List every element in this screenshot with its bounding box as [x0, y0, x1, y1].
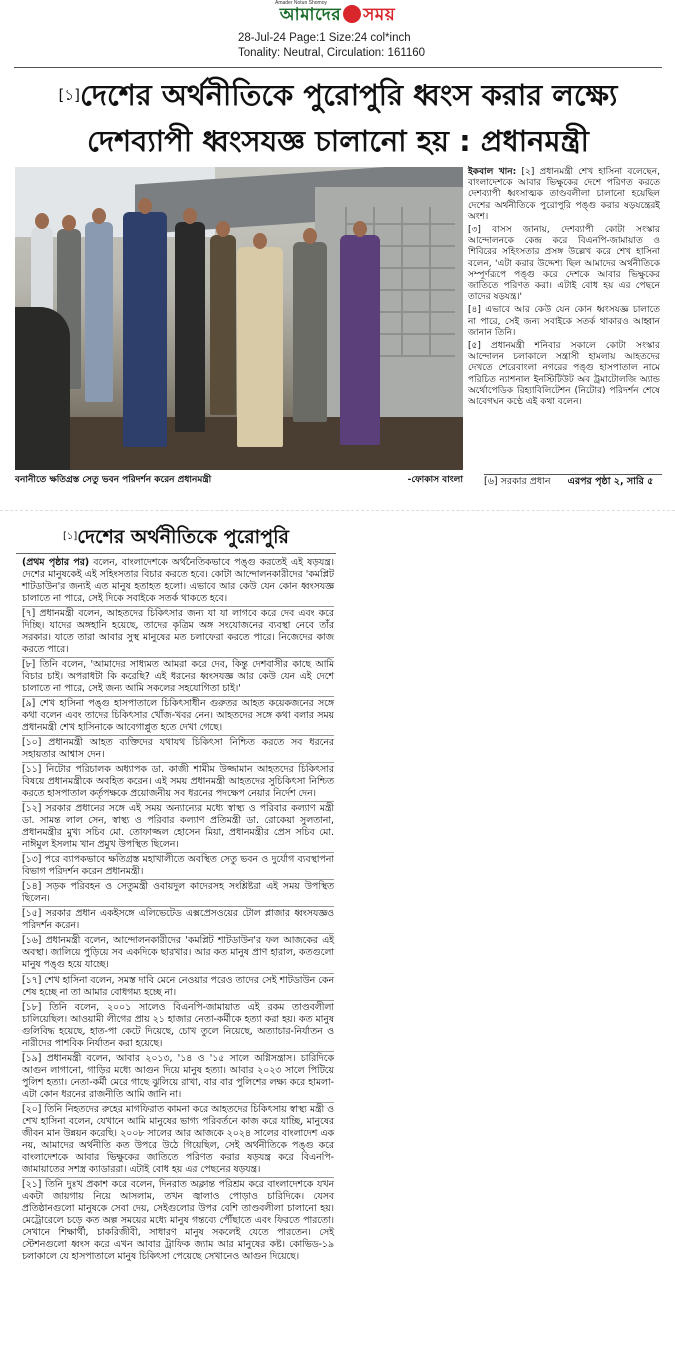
column-paragraph: [৩] বাসস জানায়, দেশব্যাপী কোটা সংস্কার আন্দোলনকে কেন্দ্র করে বিএনপি-জামায়াত ও শিবিরের সহিংসতার প্রসঙ্গ উল্লেখ করে শেখ হাসিনা বলেন, 'এটা করার উদ্দেশ্য ছিল আমাদের অর্থনীতিকে সম্পূর্ণরূপে পঙ্গু করে দেশকে আবার ভিক্ষুকের জাতিতে পরিণত করা। এটাই বোধ হয় এর পেছনে তাদের ষড়যন্ত্র।' — [468, 225, 660, 303]
column-paragraph: [৫] প্রধানমন্ত্রী শনিবার সকালে কোটা সংস্কার আন্দোলন চলাকালে সন্ত্রাসী হামলায় আহতদের দেখতে শেরেবাংলা নগরের পঙ্গু হাসপাতাল নামে পরিচিত ন্যাশনাল ইনস্টিটিউট অব ট্রমাটোলজি অ্যান্ড অর্থোপেডিক রিহ্যাবিলিটেশন (নিটোর) পরিদর্শন শেষে আবেগঘন কণ্ঠে এই কথা বলেন। — [468, 341, 660, 408]
photo-person — [293, 242, 327, 422]
headline-line-2: দেশব্যাপী ধ্বংসযজ্ঞ চালানো হয় : প্রধানমন্ত্রী — [87, 124, 589, 158]
newspaper-logo — [280, 2, 396, 30]
jump-paragraph: [১৯] প্রধানমন্ত্রী বলেন, আবার ২০১৩, '১৪ ও '১৫ সালে অগ্নিসন্ত্রাস। চারিদিকে আগুন লাগানো, গাড়ির মধ্যে আগুন দিয়ে মানুষ হত্যা। আবার ২০২৩ সালে পিটিয়ে পুলিশ হত্যা। নেতা-কর্মী মেরে গাছে ঝুলিয়ে রাখা, বার বার পুলিশের লক্ষ্য করে হামলা-এটা কোন ধরনের রাজনীতি আমি জানি না। — [22, 1052, 334, 1100]
jump-paragraph: [১৪] সড়ক পরিবহন ও সেতুমন্ত্রী ওবায়দুল কাদেরসহ সংশ্লিষ্টরা এই সময় উপস্থিত ছিলেন। — [22, 881, 334, 905]
photo-credit: -ফোকাস বাংলা — [407, 475, 463, 485]
photo-person — [210, 235, 236, 415]
header-divider — [14, 67, 662, 68]
clipping-meta — [238, 31, 425, 61]
jump-paragraph: [৯] শেখ হাসিনা পঙ্গু হাসপাতালে চিকিৎসাধীন গুরুতর আহত কয়েকজনের সঙ্গে কথা বলেন এবং তাদের চিকিৎসার খোঁজ-খবর নেন। আহতদের সঙ্গে কথা বলার সময় প্রধানমন্ত্রী শেখ হাসিনাকে আবেগাপ্লুত হতে দেখা গেছে। — [22, 698, 334, 734]
jump-paragraph: [১৩] পরে ব্যাপকভাবে ক্ষতিগ্রস্ত মহাখালীতে অবস্থিত সেতু ভবন ও দুর্যোগ ব্যবস্থাপনা বিভাগ পরিদর্শন করেন প্রধানমন্ত্রী। — [22, 854, 334, 878]
jump-paragraph: [১৮] তিনি বলেন, ২০০১ সালেও বিএনপি-জামায়াত এই রকম তাণ্ডবলীলা চালিয়েছিল। আওয়ামী লীগের প্রায় ২১ হাজার নেতা-কর্মীকে হত্যা করা হয়। কত মানুষ গুলিবিদ্ধ হয়েছে, হাত-পা কেটে দিয়েছে, চোখ তুলে নিয়েছে, অত্যাচার-নির্যাতন ও নারীদের পাশবিক নির্যাতন করা হয়েছে। — [22, 1001, 334, 1049]
jump-paragraph: [১১] নিটোর পরিচালক অধ্যাপক ডা. কাজী শামীম উজ্জামান আহতদের চিকিৎসার বিষয়ে প্রধানমন্ত্রীকে অবহিত করেন। এই সময় প্রধানমন্ত্রী আহতদের সুচিকিৎসা নিশ্চিত করতে হাসপাতাল কর্তৃপক্ষকে প্রয়োজনীয় সব ধরনের পদক্ষেপ নেয়ার নির্দেশ দেন। — [22, 764, 334, 800]
logo-text-part1: আমাদের — [279, 5, 342, 25]
front-page-column — [468, 167, 660, 410]
photo-person — [123, 212, 167, 447]
caption-text: বনানীতে ক্ষতিগ্রস্ত সেতু ভবন পরিদর্শন করেন প্রধানমন্ত্রী — [15, 475, 212, 485]
jump-paragraph: [১০] প্রধানমন্ত্রী আহত ব্যক্তিদের যথাযথ চিকিৎসা নিশ্চিত করতে সব ধরনের সহায়তার আশ্বাস দেন। — [22, 737, 334, 761]
logo-clock-icon — [343, 5, 361, 23]
column-paragraph — [468, 167, 660, 223]
continued-line — [484, 474, 662, 488]
jump-heading — [16, 524, 336, 550]
headline-line-1 — [14, 74, 662, 116]
jump-text: বলেন, বাংলাদেশকে অর্থনৈতিকভাবে পঙ্গু করতেই এই ষড়যন্ত্র। দেশের মানুষকেই এই সহিংসতার বিচার করতে হবে। কোটা আন্দোলনকারীদের 'কমপ্লিট শাটডাউন'র জন্যই এত মানুষ হতাহত হলো। এভাবে আর কেউ যেন কোন ধ্বংসযজ্ঞ চালাতে না পারে, সেই দিকে সবাইকে সতর্ক থাকতে হবে। — [22, 557, 334, 605]
meta-date-page: 28-Jul-24 Page:1 Size:24 col*inch — [238, 32, 411, 44]
column-text: [২] প্রধানমন্ত্রী শেখ হাসিনা বলেছেন, বাংলাদেশকে আবার ভিক্ষুকের দেশে পরিণত করতে দেশব্যাপী ধ্বংসাত্মক তাণ্ডবলীলা চালানো হয়েছিল দেশের অর্থনীতিকে পুরোপুরি পঙ্গু করার ষড়যন্ত্রেরই অংশ। — [468, 167, 660, 222]
news-photo — [15, 167, 463, 470]
column-paragraph: [৪] এভাবে আর কেউ যেন কোন ধ্বংসযজ্ঞ চালাতে না পারে, সেই জন্য সবাইকে সতর্ক থাকারও আহ্বান জানান তিনি। — [468, 305, 660, 338]
jump-article-body — [22, 557, 334, 1263]
jump-paragraph: [১২] সরকার প্রধানের সঙ্গে এই সময় অন্যান্যের মধ্যে স্বাস্থ্য ও পরিবার কল্যাণ মন্ত্রী ডা. সামন্ত লাল সেন, স্বাস্থ্য ও পরিবার কল্যাণ প্রতিমন্ত্রী ডা. রোকেয়া সুলতানা, প্রধানমন্ত্রীর মুখ্য সচিব মো. তোফাজ্জল হোসেন মিয়া, প্রধানমন্ত্রীর প্রেস সচিব মো. নাঈমুল ইসলাম খান প্রমুখ উপস্থিত ছিলেন। — [22, 803, 334, 851]
logo-text-part2: সময় — [363, 5, 396, 25]
photo-person — [175, 222, 205, 432]
continued-text: [৬] সরকার প্রধান — [484, 476, 551, 487]
masthead-subtitle: Amader Notun Shomoy — [275, 0, 327, 6]
masthead — [0, 0, 675, 30]
photo-person — [340, 235, 380, 445]
meta-tonality: Tonality: Neutral, Circulation: 161160 — [238, 47, 426, 59]
photo-person — [237, 247, 283, 447]
byline: ইকবাল খান: — [468, 167, 517, 177]
clipping-separator — [0, 492, 675, 511]
jump-lead: (প্রথম পৃষ্ঠার পর) — [22, 557, 90, 568]
continued-reference: এরপর পৃষ্ঠা ২, সারি ৫ — [567, 476, 654, 487]
jump-paragraph — [22, 557, 334, 605]
jump-paragraph: [১৬] প্রধানমন্ত্রী বলেন, আন্দোলনকারীদের 'কমপ্লিট শাটডাউন'র ফল আজকের এই অবস্থা। জালিয়ে পুড়িয়ে সব একদিকে ছারখার। আর কত মানুষ প্রাণ হারাল, কতগুলো মানুষ পঙ্গু হয়ে যাচ্ছে। — [22, 935, 334, 971]
jump-paragraph: [৭] প্রধানমন্ত্রী বলেন, আহতদের চিকিৎসার জন্য যা যা লাগবে করে দেব এবং করে দিচ্ছি। যাদের অঙ্গহানি হয়েছে, তাদের কৃত্রিম অঙ্গ সংযোজনের ব্যবস্থা নেবে তাঁর সরকার। যাতে তারা আবার সুস্থ মানুষের মত চলাফেরা করতে পারে। নিজেদের কাজ করতে পারে। — [22, 608, 334, 656]
jump-paragraph: [১৭] শেখ হাসিনা বলেন, সমস্ত দাবি মেনে নেওয়ার পরেও তাদের সেই শাটডাউন কেন শেষ হচ্ছে না তা আমার বোধগম্য হচ্ছে না। — [22, 974, 334, 998]
jump-paragraph: [২১] তিনি দুঃখ প্রকাশ করে বলেন, দিনরাত অক্লান্ত পরিশ্রম করে বাংলাদেশকে যখন একটা জায়গায় নিয়ে আসলাম, তখন জ্বালাও পোড়াও চারিদিকে। যেসব প্রতিষ্ঠানগুলো মানুষকে সেবা দেয়, সেইগুলোর উপর বেশি তাণ্ডবলীলা চালানো হয়। মেট্রোরেলে চড়ে কত অল্প সময়ের মধ্যে মানুষ গন্তব্যে পৌঁছাতে এবং ফিরতে পারতো। সেখানে শিক্ষার্থী, চাকরিজীবী, সাধারণ মানুষ সকলেই যেতে পারতেন। সেই স্টেশনগুলো ধ্বংস করে এখন আবার ট্রাফিক জ্যাম আর মানুষের কষ্ট। কোভিড-১৯ চলাকালে যে হাসপাতালে মানুষ চিকিৎসা পেয়েছে সেখানেও আগুন দিয়েছে। — [22, 1178, 334, 1262]
jump-paragraph: [৮] তিনি বলেন, 'আমাদের সাধ্যমত আমরা করে দেব, কিন্তু দেশবাসীর কাছে আমি বিচার চাই। অপরাধটা কি করেছি? এই ধরনের ধ্বংসযজ্ঞ আর কেউ যেন এই দেশে চালাতে না পারে, সেই জন্য আমি সকলের সহযোগিতা চাই।' — [22, 659, 334, 695]
jump-heading-text: দেশের অর্থনীতিকে পুরোপুরি — [77, 526, 289, 548]
headline-marker: [১] — [58, 86, 80, 104]
jump-paragraph: [২০] তিনি নিহতদের রুহের মাগফিরাত কামনা করে আহতদের চিকিৎসায় স্বাস্থ্য মন্ত্রী ও শেখ হাসিনা বলেন, যেখানে আমি মানুষের ভাগ্য পরিবর্তনে কাজ করে যাচ্ছি, মানুষের জীবন মান উন্নয়ন করেছি। ২০০৮ সালের আর আজকে ২০২৪ সালের বাংলাদেশ এক নয়, আমাদের অর্থনীতি কত উপরে উঠে গিয়েছিল, সেই অর্থনীতিকে পঙ্গু করে বাংলাদেশকে আবার ভিক্ষুকের জাতিতে পরিণত করার ষড়যন্ত্র করে বিএনপি-জামায়াতের সশস্ত্র ক্যাডাররা। এটাই বোধ হয় এর পেছনের ষড়যন্ত্র। — [22, 1103, 334, 1175]
photo-person — [85, 222, 113, 402]
jump-paragraph: [১৫] সরকার প্রধান একইসঙ্গে এলিভেটেড এক্সপ্রেসওয়ের টোল প্লাজার ধ্বংসযজ্ঞও পরিদর্শন করেন। — [22, 908, 334, 932]
photo-caption — [15, 472, 463, 486]
jump-heading-rule — [16, 553, 336, 554]
photo-foreground-shadow — [15, 307, 70, 470]
headline-text-1: দেশের অর্থনীতিকে পুরোপুরি ধ্বংস করার লক্ষ্যে — [79, 78, 618, 112]
jump-marker: [১] — [63, 531, 78, 542]
